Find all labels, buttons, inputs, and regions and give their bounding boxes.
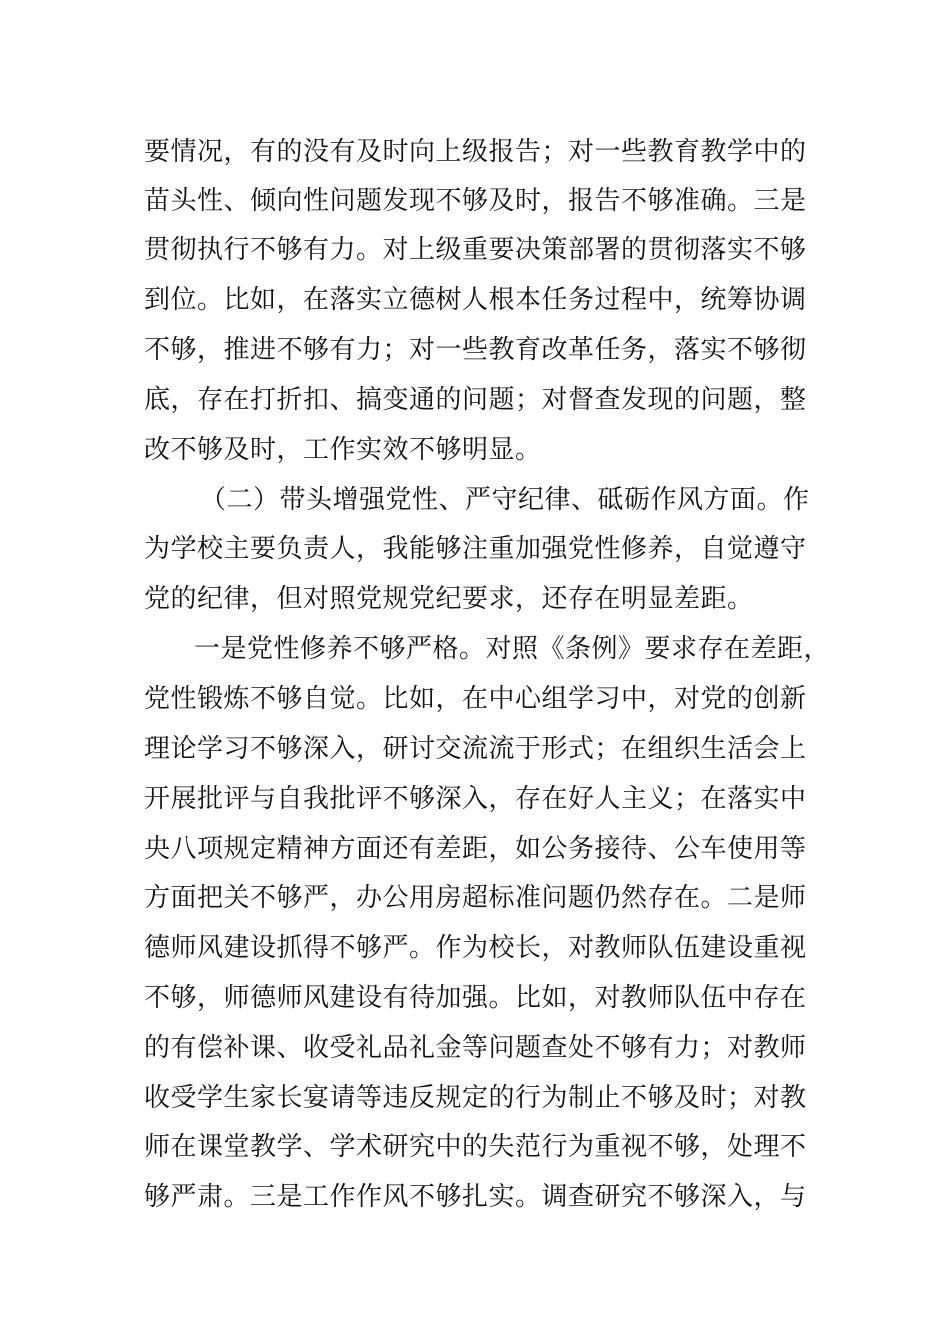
text-line: 不够，推进不够有力；对一些教育改革任务，落实不够彻 <box>144 335 807 365</box>
text-line: 为学校主要负责人，我能够注重加强党性修养，自觉遵守 <box>144 534 807 564</box>
text-line: 底，存在打折扣、搞变通的问题；对督查发现的问题，整 <box>144 385 807 415</box>
paragraph-start-line: 一是党性修养不够严格。对照《条例》要求存在差距， <box>194 634 831 664</box>
text-line: 改不够及时，工作实效不够明显。 <box>144 435 542 465</box>
text-line: 党的纪律，但对照党规党纪要求，还存在明显差距。 <box>144 584 754 614</box>
text-line: 的有偿补课、收受礼品礼金等问题查处不够有力；对教师 <box>144 1033 807 1063</box>
text-line: 开展批评与自我批评不够深入，存在好人主义；在落实中 <box>144 784 807 814</box>
text-line: 苗头性、倾向性问题发现不够及时，报告不够准确。三是 <box>144 186 807 216</box>
text-line: 到位。比如，在落实立德树人根本任务过程中，统筹协调 <box>144 285 807 315</box>
text-line: 央八项规定精神方面还有差距，如公务接待、公车使用等 <box>144 834 807 864</box>
text-line: 贯彻执行不够有力。对上级重要决策部署的贯彻落实不够 <box>144 235 807 265</box>
text-line: 方面把关不够严，办公用房超标准问题仍然存在。二是师 <box>144 883 807 913</box>
text-line: 收受学生家长宴请等违反规定的行为制止不够及时；对教 <box>144 1083 807 1113</box>
text-line: 党性锻炼不够自觉。比如，在中心组学习中，对党的创新 <box>144 684 807 714</box>
text-line: 德师风建设抓得不够严。作为校长，对教师队伍建设重视 <box>144 933 807 963</box>
text-line: 要情况，有的没有及时向上级报告；对一些教育教学中的 <box>144 137 807 167</box>
text-line: 理论学习不够深入，研讨交流流于形式；在组织生活会上 <box>144 734 807 764</box>
text-line: 够严肃。三是工作作风不够扎实。调查研究不够深入，与 <box>144 1182 807 1212</box>
text-line: 师在课堂教学、学术研究中的失范行为重视不够，处理不 <box>144 1132 807 1162</box>
section-heading-line: （二）带头增强党性、严守纪律、砥砺作风方面。作 <box>200 485 810 515</box>
text-line: 不够，师德师风建设有待加强。比如，对教师队伍中存在 <box>144 983 807 1013</box>
